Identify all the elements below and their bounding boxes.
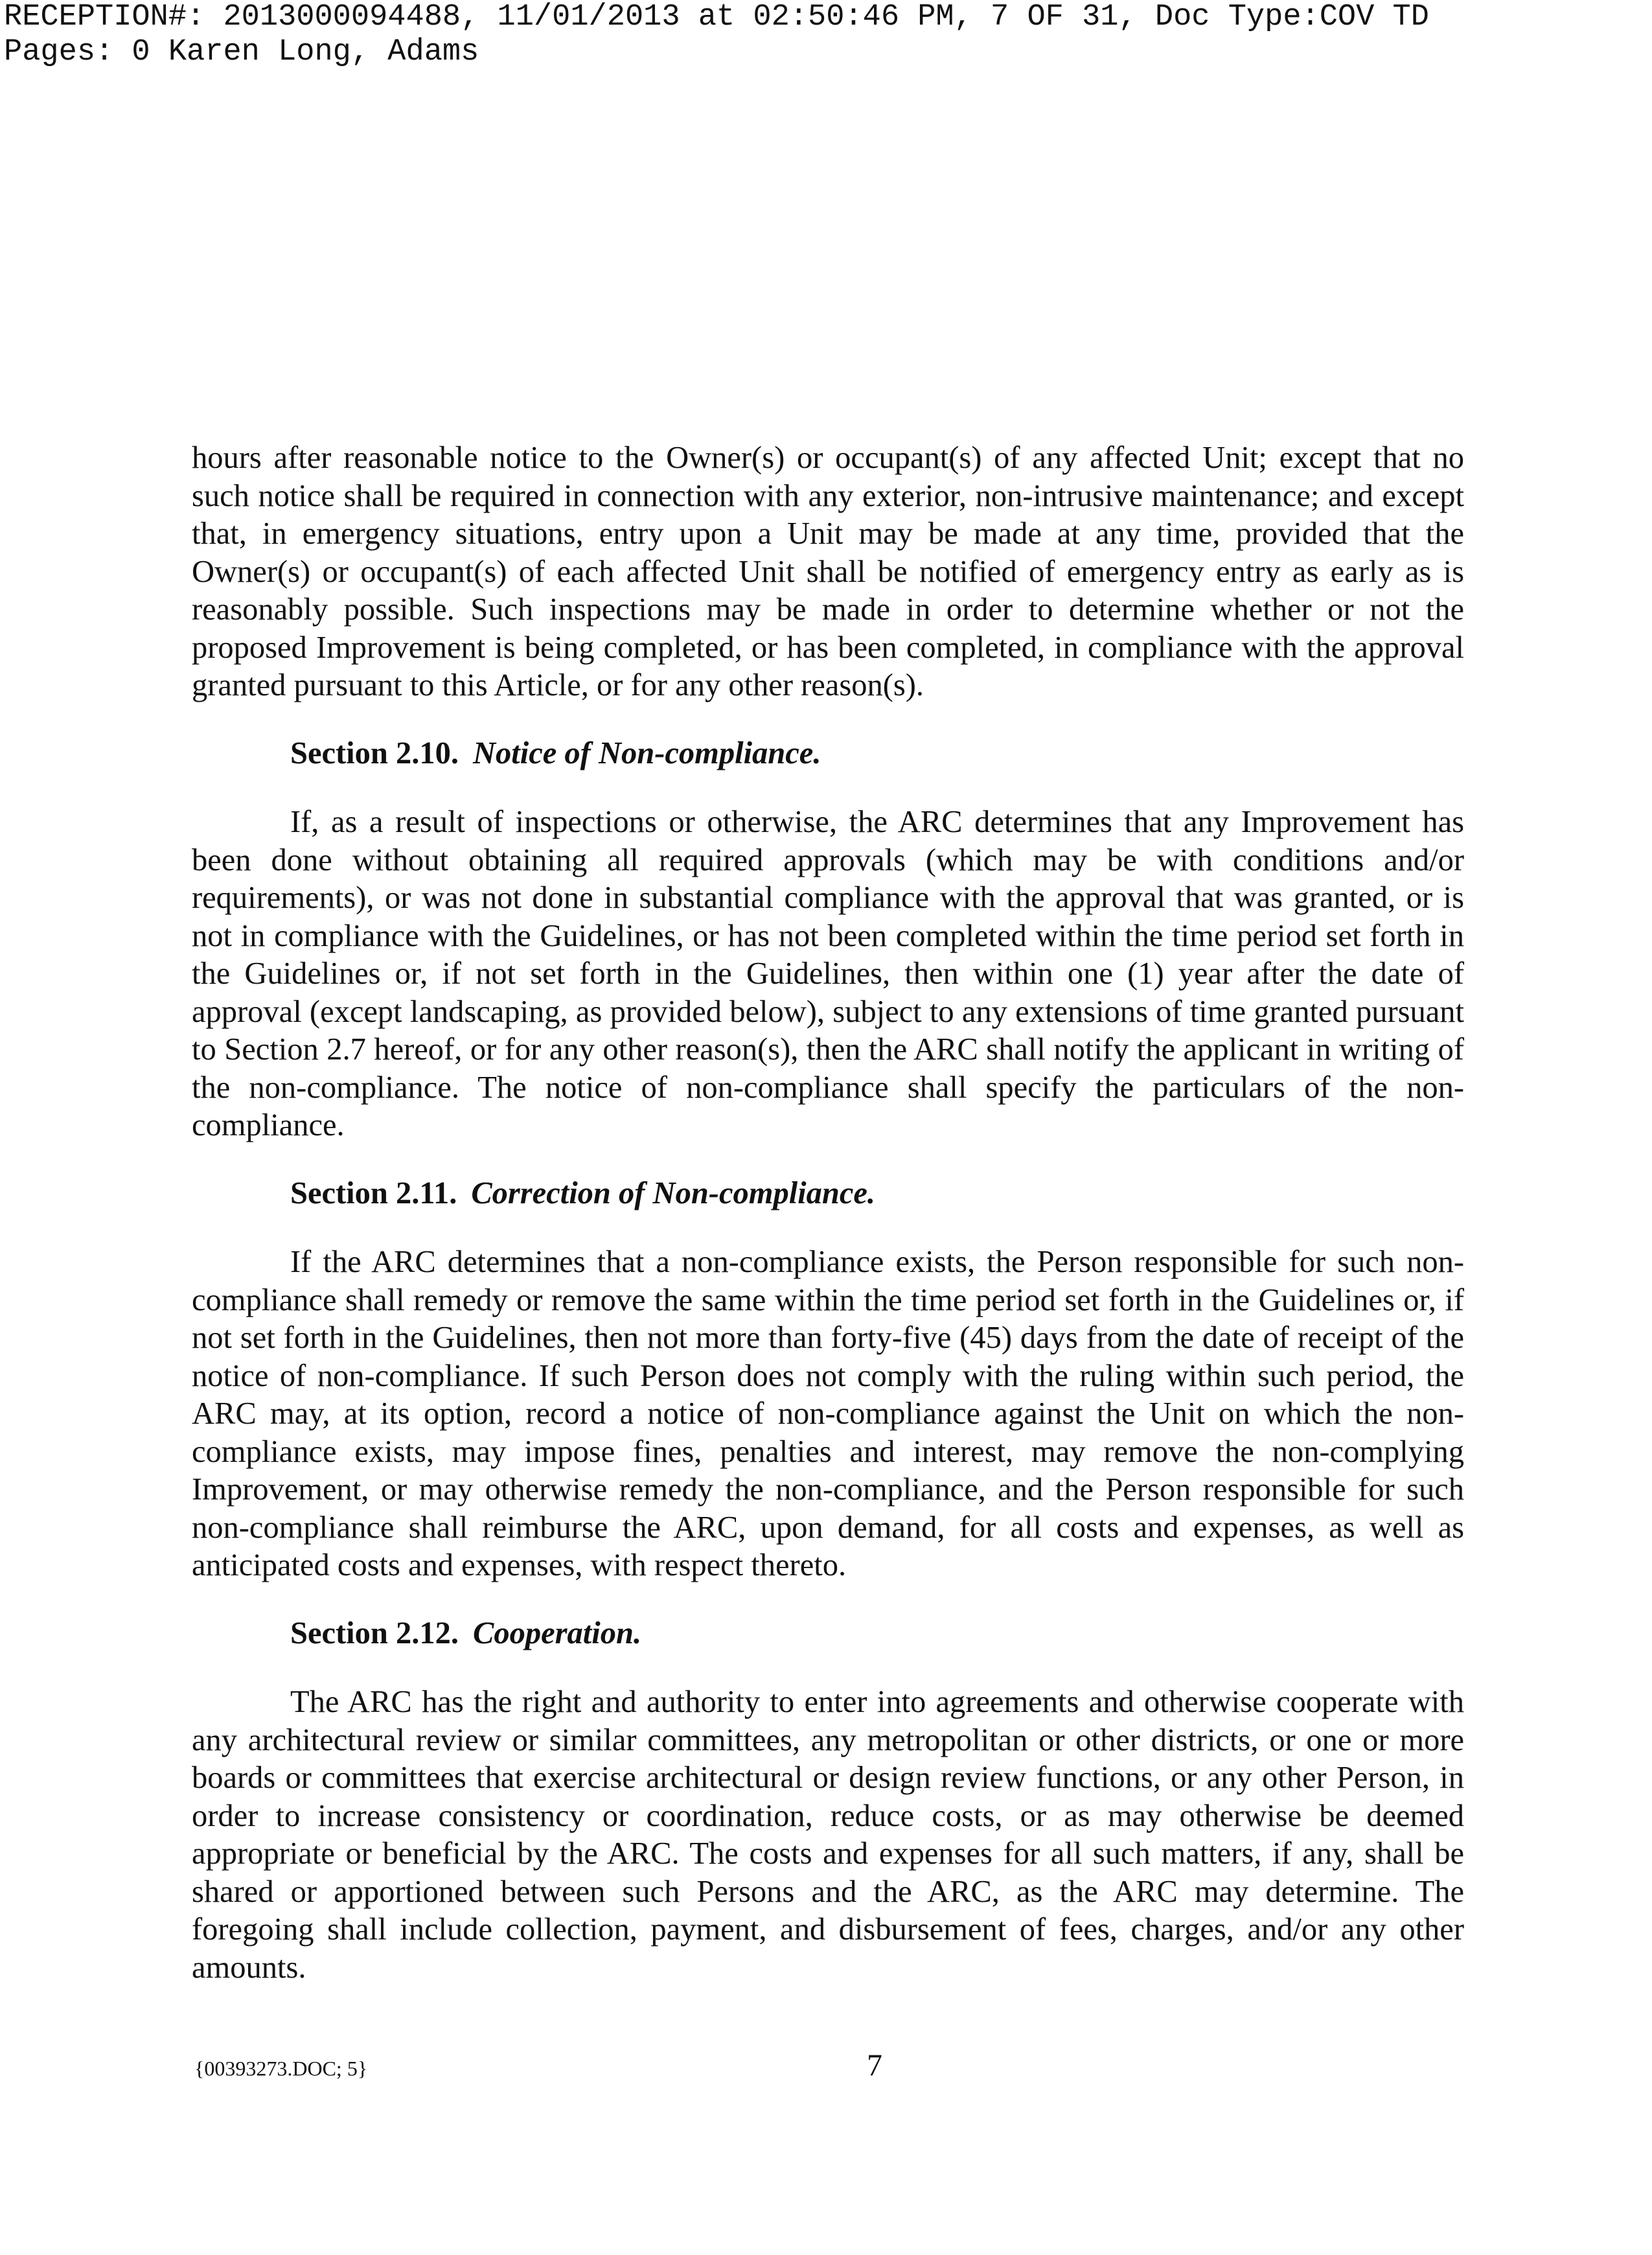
document-body <box>192 439 1464 1987</box>
section-number: Section 2.11. <box>290 1175 457 1210</box>
recording-stamp <box>4 0 1429 70</box>
continued-paragraph: hours after reasonable notice to the Owner(s) or occupant(s) of any affected Unit; except that no such notice shall be required in connection with any exterior, non-intrusive maintenance; and except that, in emergency situations, entry upon a Unit may be made at any time, provided that the Owner(s) or occupant(s) of each affected Unit shall be notified of emergency entry as early as is reasonably possible. Such inspections may be made in order to determine whether or not the proposed Improvement is being completed, or has been completed, in compliance with the approval granted pursuant to this Article, or for any other reason(s). <box>192 441 1464 702</box>
section-number: Section 2.10. <box>290 735 459 770</box>
section-title: Correction of Non-compliance. <box>471 1175 876 1210</box>
section-2-12-heading <box>290 1615 1464 1653</box>
page-number: 7 <box>867 2048 882 2083</box>
section-2-11-text: If the ARC determines that a non-compliance exists, the Person responsible for such non-compliance shall remedy or remove the same within the time period set forth in the Guidelines or, if not set forth in the Guidelines, then not more than forty-five (45) days from the date of receipt of the notice of non-compliance. If such Person does not comply with the ruling within such period, the ARC may, at its option, record a notice of non-compliance against the Unit on which the non-compliance exists, may impose fines, penalties and interest, may remove the non-complying Improvement, or may otherwise remedy the non-compliance, and the Person responsible for such non-compliance shall reimburse the ARC, upon demand, for all costs and expenses, as well as anticipated costs and expenses, with respect thereto. <box>192 1245 1464 1582</box>
section-2-12-text: The ARC has the right and authority to enter into agreements and otherwise cooperate with any architectural review or similar committees, any metropolitan or other districts, or one or more boards or committees that exercise architectural or design review functions, or any other Person, in order to increase consistency or coordination, reduce costs, or as may otherwise be deemed appropriate or beneficial by the ARC. The costs and expenses for all such matters, if any, shall be shared or apportioned between such Persons and the ARC, as the ARC may determine. The foregoing shall include collection, payment, and disbursement of fees, charges, and/or any other amounts. <box>192 1685 1464 1985</box>
pages-line: Pages: 0 Karen Long, Adams <box>4 35 479 69</box>
document-code: {00393273.DOC; 5} <box>194 2057 368 2080</box>
reception-line: RECEPTION#: 2013000094488, 11/01/2013 at 02:50:46 PM, 7 OF 31, Doc Type:COV TD <box>4 0 1429 34</box>
section-2-10-heading <box>290 735 1464 773</box>
section-2-10-text: If, as a result of inspections or otherwise, the ARC determines that any Improvement has been done without obtaining all required approvals (which may be with conditions and/or requirements), or was not done in substantial compliance with the approval that was granted, or is not in compliance with the Guidelines, or has not been completed within the time period set forth in the Guidelines or, if not set forth in the Guidelines, then within one (1) year after the date of approval (except landscaping, as provided below), subject to any extensions of time granted pursuant to Section 2.7 hereof, or for any other reason(s), then the ARC shall notify the applicant in writing of the non-compliance. The notice of non-compliance shall specify the particulars of the non-compliance. <box>192 805 1464 1142</box>
section-title: Cooperation. <box>473 1615 642 1650</box>
section-number: Section 2.12. <box>290 1615 459 1650</box>
section-title: Notice of Non-compliance. <box>473 735 821 770</box>
section-2-11-heading <box>290 1175 1464 1213</box>
